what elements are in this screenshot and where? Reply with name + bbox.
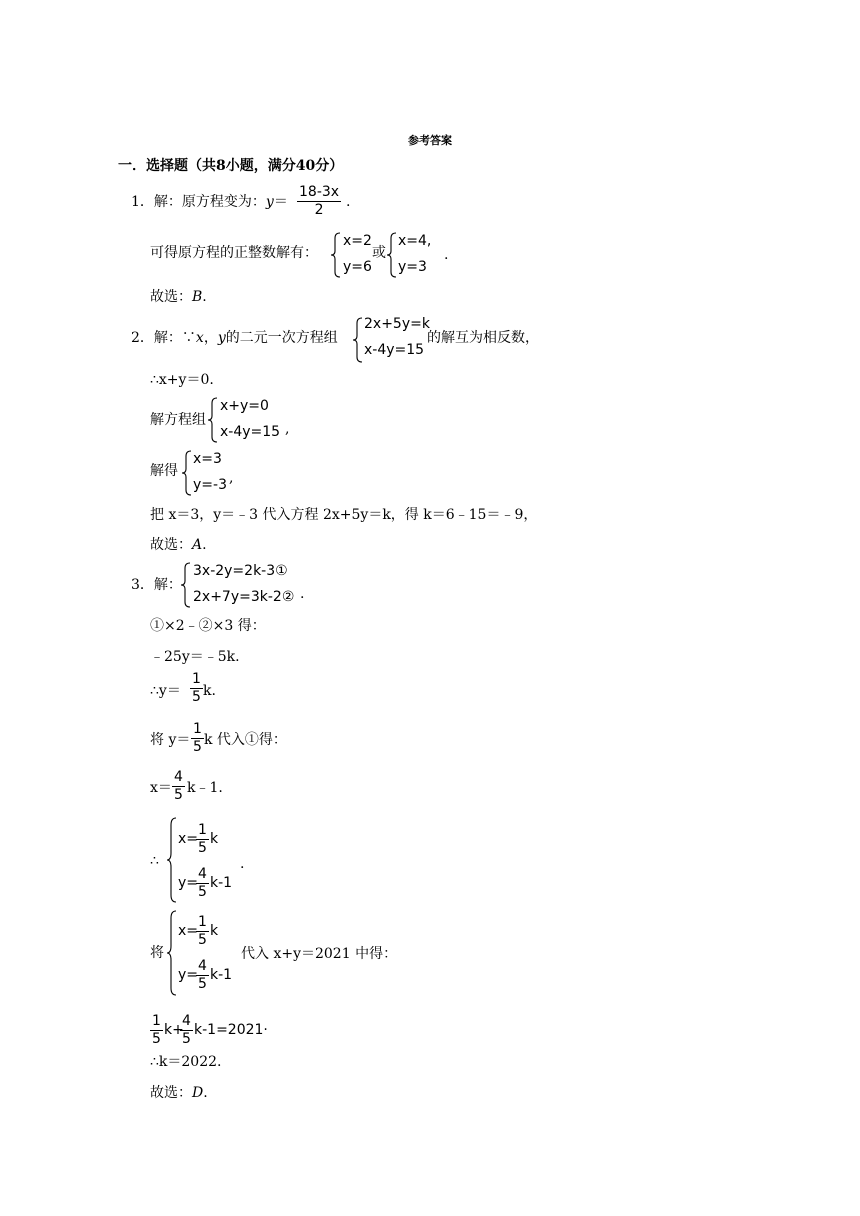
q2-sys3-row1: x=3 (193, 451, 222, 467)
q3-fraction-1: 1 5 (192, 671, 201, 705)
q3-sys-row2: 2x+7y=3k-2② (193, 589, 295, 605)
q3-line1: 3．解： (131, 577, 182, 593)
q1-line1-end: . (346, 194, 351, 210)
q2-line4-end: , (229, 470, 234, 486)
q1-line2-text: 可得原方程的正整数解有： (150, 245, 318, 261)
q3-sysB-row2-b: k-1 (210, 967, 233, 983)
q2-line4-text: 解得 (150, 463, 178, 479)
q1-sys2-row2: y=3 (398, 259, 427, 275)
q3-sysB-row2-a: y= (178, 967, 199, 983)
q3-line3: ﹣25y＝﹣5k. (150, 649, 240, 665)
page-title: 参考答案 (408, 134, 452, 147)
q3-line10: ∴k＝2022. (150, 1054, 222, 1070)
q3-sysA-row1-a: x= (178, 831, 199, 847)
q2-brace-1 (352, 317, 364, 363)
q3-sum-plus: k+ (164, 1022, 184, 1038)
q2-sys2-row2: x-4y=15 (220, 424, 281, 440)
q2-line3-text: 解方程组 (150, 412, 206, 428)
q2-brace-3 (181, 450, 193, 496)
q3-sysA-row1-b: k (210, 831, 219, 847)
q2-sys3-row2: y=-3 (193, 477, 227, 493)
q3-sum-tail: k-1=2021· (194, 1022, 268, 1038)
q1-brace-1 (330, 232, 342, 278)
q1-or: 或 (372, 245, 386, 261)
q3-sysB-frac-1: 1 5 (198, 914, 207, 948)
q2-line1-end: 的解互为相反数， (427, 330, 539, 346)
q1-answer: 故选：B. (150, 289, 207, 305)
q3-line6-end: k﹣1. (187, 780, 223, 796)
q2-line5: 把 x＝3，y＝﹣3 代入方程 2x+5y＝k，得 k＝6﹣15＝﹣9， (150, 507, 538, 523)
q1-sys1-row2: y=6 (343, 259, 372, 275)
q3-sysA-row2-b: k-1 (210, 875, 233, 891)
q3-line4-end: k. (203, 683, 216, 699)
q1-sys1-row1: x=2 (343, 233, 372, 249)
q3-brace-1 (180, 562, 192, 608)
q3-fraction-3: 4 5 (174, 769, 183, 803)
q3-line8-end: 代入 x+y＝2021 中得： (241, 946, 398, 962)
q3-fraction-2: 1 5 (193, 721, 202, 755)
q3-line4-start: ∴y＝ (150, 683, 181, 699)
q3-brace-2 (166, 817, 178, 903)
q2-sys-row2: x-4y=15 (364, 342, 425, 358)
q2-line2: ∴x+y＝0. (150, 372, 214, 388)
q3-line1-end: . (300, 586, 305, 602)
q3-therefore: ∴ (150, 853, 159, 869)
q3-line7-end: . (240, 856, 245, 872)
q3-sysB-frac-2: 4 5 (198, 958, 207, 992)
q3-sysB-row1-a: x= (178, 923, 199, 939)
q3-answer: 故选：D. (150, 1085, 208, 1101)
q1-line1: 1．解：原方程变为：y＝ (131, 194, 288, 210)
q3-line8-start: 将 (150, 945, 164, 961)
q3-sysA-row2-a: y= (178, 875, 199, 891)
q1-brace-2 (386, 232, 398, 278)
q3-brace-3 (166, 910, 178, 996)
q2-sys2-row1: x+y=0 (220, 398, 269, 414)
q3-line6-start: x＝ (150, 780, 172, 796)
q3-line5-start: 将 y＝ (150, 732, 191, 748)
q3-line2: ①×2﹣②×3 得： (150, 618, 266, 634)
q2-brace-2 (207, 397, 219, 443)
q3-sysA-frac-2: 4 5 (198, 866, 207, 900)
q2-sys-row1: 2x+5y=k (364, 316, 430, 332)
q3-sum-frac-2: 4 5 (182, 1013, 191, 1047)
q3-sysA-frac-1: 1 5 (198, 822, 207, 856)
q3-sysB-row1-b: k (210, 923, 219, 939)
q2-answer: 故选：A. (150, 537, 207, 553)
q2-line3-end: , (285, 421, 290, 437)
q2-line1: 2．解：∵x，y的二元一次方程组 (131, 330, 338, 346)
q1-line2-end: . (444, 247, 449, 263)
section-heading: 一．选择题（共8小题，满分40分） (118, 158, 344, 174)
q1-sys2-row1: x=4, (398, 233, 432, 249)
q1-fraction: 18-3x 2 (299, 184, 340, 218)
q3-line5-end: k 代入①得： (204, 732, 287, 748)
q3-sum-frac-1: 1 5 (152, 1013, 161, 1047)
q3-sys-row1: 3x-2y=2k-3① (193, 563, 288, 579)
